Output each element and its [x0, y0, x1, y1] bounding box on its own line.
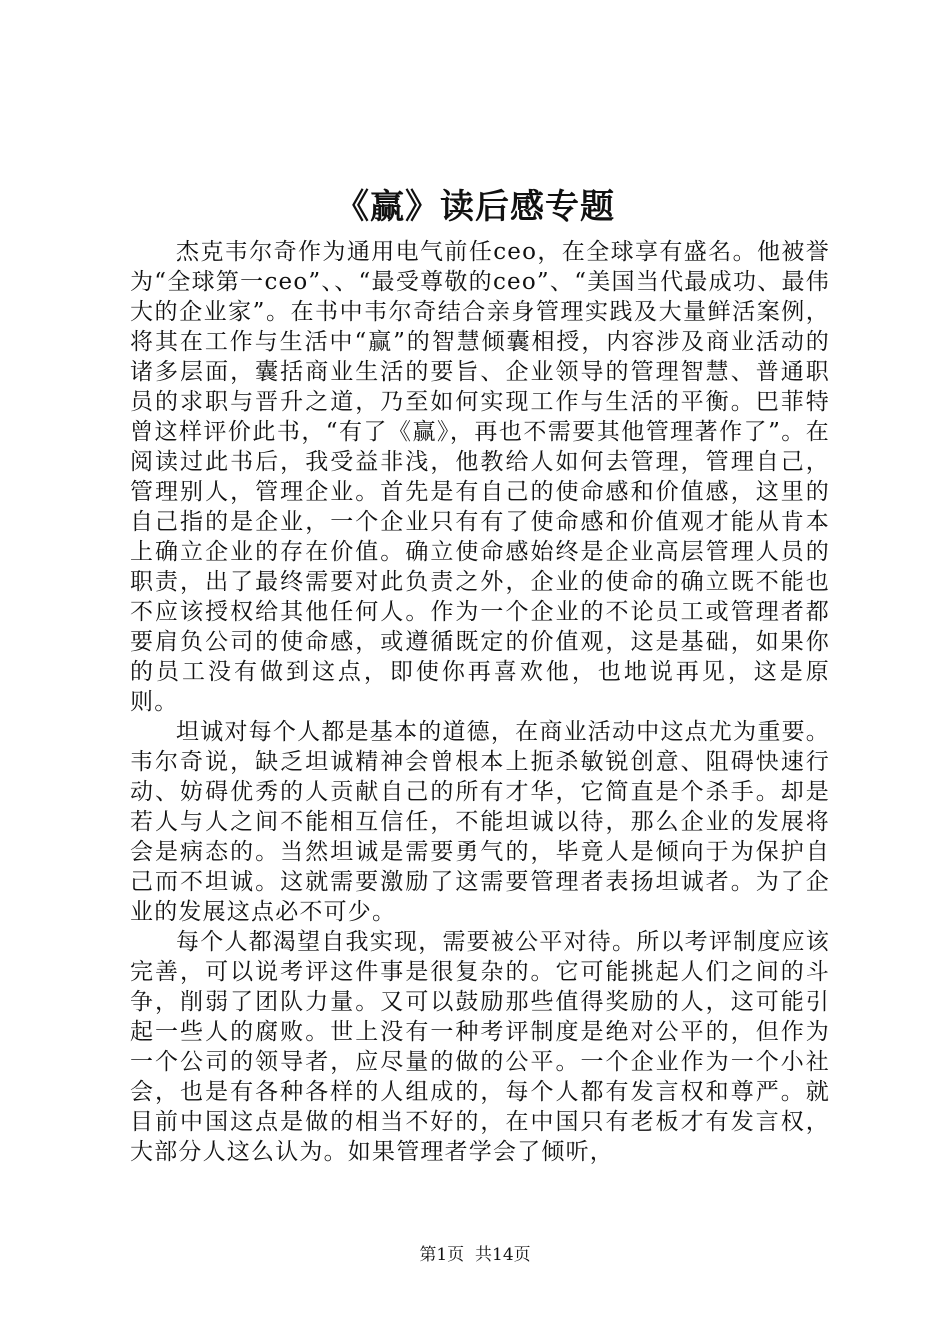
- paragraph-1: 杰克韦尔奇作为通用电气前任ceo，在全球享有盛名。他被誉为“全球第一ceo”、、“最受尊敬的ceo”、“美国当代最成功、最伟大的企业家”。在书中韦尔奇结合亲身管理实践及大量鲜活案例，将其在工作与生活中“赢”的智慧倾囊相授，内容涉及商业活动的诸多层面，囊括商业生活的要旨、企业领导的管理智慧、普通职员的求职与晋升之道，乃至如何实现工作与生活的平衡。巴菲特曾这样评价此书，“有了《赢》，再也不需要其他管理著作了”。在阅读过此书后，我受益非浅，他教给人如何去管理，管理自己，管理别人，管理企业。首先是有自己的使命感和价值感，这里的自己指的是企业，一个企业只有有了使命感和价值观才能从肯本上确立企业的存在价值。确立使命感始终是企业高层管理人员的职责，出了最终需要对此负责之外，企业的使命的确立既不能也不应该授权给其他任何人。作为一个企业的不论员工或管理者都要肩负公司的使命感，或遵循既定的价值观，这是基础，如果你的员工没有做到这点，即使你再喜欢他，也地说再见，这是原则。: [130, 239, 830, 715]
- page-number-current: 第1页: [419, 1245, 465, 1265]
- paragraph-3: 每个人都渴望自我实现，需要被公平对待。所以考评制度应该完善，可以说考评这件事是很复杂的。它可能挑起人们之间的斗争，削弱了团队力量。又可以鼓励那些值得奖励的人，这可能引起一些人的腐败。世上没有一种考评制度是绝对公平的，但作为一个公司的领导者，应尽量的做的公平。一个企业作为一个小社会，也是有各种各样的人组成的，每个人都有发言权和尊严。就目前中国这点是做的相当不好的，在中国只有老板才有发言权，大部分人这么认为。如果管理者学会了倾听，: [130, 929, 830, 1165]
- page-number-total: 共14页: [475, 1245, 531, 1265]
- paragraph-2: 坦诚对每个人都是基本的道德，在商业活动中这点尤为重要。韦尔奇说，缺乏坦诚精神会曾根本上扼杀敏锐创意、阻碍快速行动、妨碍优秀的人贡献自己的所有才华，它简直是个杀手。却是若人与人之间不能相互信任，不能坦诚以待，那么企业的发展将会是病态的。当然坦诚是需要勇气的，毕竟人是倾向于为保护自己而不坦诚。这就需要激励了这需要管理者表扬坦诚者。为了企业的发展这点必不可少。: [130, 719, 830, 925]
- footer-separator: [464, 1245, 475, 1265]
- document-title: 《赢》读后感专题: [335, 187, 615, 227]
- document-body: [130, 237, 830, 1167]
- page-footer: [0, 1243, 950, 1267]
